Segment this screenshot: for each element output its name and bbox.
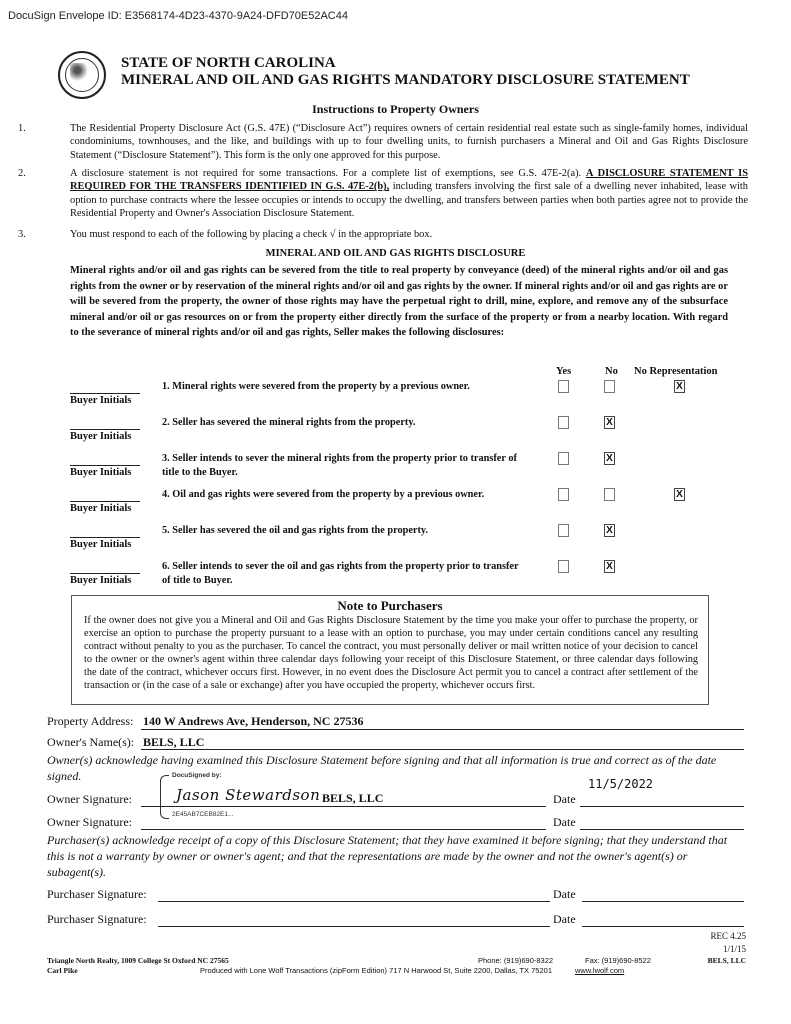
- owner-signature-handwritten[interactable]: Jason Stewardson: [176, 786, 321, 804]
- owner-signature-entity: BELS, LLC: [322, 791, 384, 805]
- agent-name: Carl Pike: [47, 966, 78, 975]
- instruction-emphasis: A DISCLOSURE STATEMENT IS REQUIRED FOR THE TRANSFERS IDENTIFIED IN G.S. 47E-2(b),: [70, 168, 748, 193]
- buyer-initials-field[interactable]: [70, 537, 140, 538]
- buyer-initials-field[interactable]: [70, 465, 140, 466]
- instruction-text: You must respond to each of the following by placing a check √ in the appropriate box.: [70, 229, 433, 240]
- purchaser-signature-label-2: Purchaser Signature:: [47, 912, 147, 926]
- owner-date-line: [580, 806, 744, 807]
- buyer-initials-label: Buyer Initials: [70, 503, 132, 514]
- buyer-initials-field[interactable]: [70, 393, 140, 394]
- owner-signature-label-2: Owner Signature:: [47, 815, 132, 829]
- produced-with: Produced with Lone Wolf Transactions (zipForm Edition) 717 N Harwood St, Suite 2200, Dallas, TX 75201: [200, 966, 552, 975]
- yes-checkbox[interactable]: [558, 560, 569, 573]
- column-header-no-representation: No Representation: [634, 366, 718, 377]
- purchaser-date-line[interactable]: [582, 901, 744, 902]
- buyer-initials-label: Buyer Initials: [70, 575, 132, 586]
- date-label-3: Date: [553, 887, 576, 901]
- no-checkbox[interactable]: X: [604, 524, 615, 537]
- date-label-4: Date: [553, 912, 576, 926]
- no-checkbox[interactable]: [604, 488, 615, 501]
- instruction-number: 3.: [18, 229, 26, 240]
- instruction-number: 2.: [18, 168, 26, 179]
- disclosure-question: 6. Seller intends to sever the oil and gas rights from the property prior to transfer of title to Buyer.: [162, 561, 519, 586]
- instructions-heading: Instructions to Property Owners: [312, 102, 479, 116]
- form-title-state: STATE OF NORTH CAROLINA: [121, 55, 336, 71]
- note-heading: Note to Purchasers: [337, 598, 443, 613]
- yes-checkbox[interactable]: [558, 452, 569, 465]
- owner-date-line-2[interactable]: [580, 829, 744, 830]
- disclosure-question: 5. Seller has severed the oil and gas rights from the property.: [162, 525, 429, 536]
- property-address-label: Property Address:: [47, 714, 134, 728]
- no-checkbox[interactable]: [604, 380, 615, 393]
- buyer-initials-label: Buyer Initials: [70, 539, 132, 550]
- instruction-text: The Residential Property Disclosure Act (G.S. 47E) (“Disclosure Act”) requires owners of certain residential real estate such as single-family homes, individual condominiums, townhouses, and the like, and buildings with up to four dwelling units, to furnish purchasers a Mineral and Oil and Gas Rights Disclosure Statement (“Disclosure Statement”). This form is the only one approved for this purpose.: [70, 123, 748, 161]
- note-to-purchasers-box: [71, 595, 709, 705]
- instruction-text: including transfers involving the first sale of a dwelling never inhabited, lease with option to purchase contracts where the lessee occupies or intends to occupy the dwelling, and transfers between parties when both parties agree not to provide the Residential Property and Owner's Association Disclosure Statement.: [70, 181, 748, 220]
- instruction-item-2: [18, 167, 748, 221]
- docusigned-by-label: DocuSigned by:: [172, 772, 222, 779]
- instruction-text: A disclosure statement is not required for some transactions. For a complete list of exemptions, see G.S. 47E-2(a).: [70, 168, 586, 179]
- owners-name-label: Owner's Name(s):: [47, 735, 135, 749]
- yes-checkbox[interactable]: [558, 380, 569, 393]
- buyer-initials-label: Buyer Initials: [70, 431, 132, 442]
- disclosure-question: 2. Seller has severed the mineral rights from the property.: [162, 417, 416, 428]
- column-header-yes: Yes: [556, 366, 572, 377]
- purchaser-date-line-2[interactable]: [582, 926, 744, 927]
- owners-name-value[interactable]: BELS, LLC: [143, 735, 205, 749]
- docusign-hash: 2E45AB7CEB82E1...: [172, 811, 234, 818]
- disclosure-question: 1. Mineral rights were severed from the property by a previous owner.: [162, 381, 470, 392]
- column-header-no: No: [605, 366, 618, 377]
- note-text: If the owner does not give you a Mineral and Oil and Gas Rights Disclosure Statement by the time you make your offer to purchase the property, or exercise an option to purchase the property pursuant to a lease with an option to purchase, you may under certain conditions cancel any resulting contract without penalty to you as the purchaser. To cancel the contract, you must personally deliver or mail written notice of your decision to cancel to the owner or the owner's agent within three calendar days following your receipt of this Disclosure Statement, or three calendar days following the date of the contract, whichever occurs first. However, in no event does the Disclosure Act permit you to cancel a contract after settlement of the transaction or (in the case of a sale or exchange) after you have occupied the property, whichever occurs first.: [84, 615, 698, 691]
- no-checkbox[interactable]: X: [604, 560, 615, 573]
- yes-checkbox[interactable]: [558, 416, 569, 429]
- owner-signature-label: Owner Signature:: [47, 792, 132, 806]
- yes-checkbox[interactable]: [558, 524, 569, 537]
- no-checkbox[interactable]: X: [604, 452, 615, 465]
- property-address-line: [141, 729, 744, 730]
- disclosure-question: 3. Seller intends to sever the mineral rights from the property prior to transfer of title to the Buyer.: [162, 453, 517, 478]
- owner-signature-line-2[interactable]: [141, 829, 546, 830]
- instruction-item-1: [18, 122, 748, 162]
- brokerage-info: Triangle North Realty, 1009 College St Oxford NC 27565: [47, 956, 229, 965]
- document-name: BELS, LLC: [707, 956, 746, 965]
- instruction-item-3: [18, 228, 748, 241]
- no-representation-checkbox[interactable]: X: [674, 380, 685, 393]
- disclosure-paragraph: Mineral rights and/or oil and gas rights can be severed from the title to real property by conveyance (deed) of the mineral rights and/or oil and gas rights from the owner or by reservation of the mineral rights and/or oil and gas rights by the owner. If mineral rights and/or oil and gas rights are or will be severed from the property, the owner of those rights may have the perpetual right to drill, mine, explore, and remove any of the subsurface mineral and/or oil or gas resources on or from the property either directly from the surface of the property or from a nearby location. With regard to the severance of mineral rights and/or oil and gas rights, Seller makes the following disclosures:: [70, 265, 728, 338]
- owners-name-line: [141, 749, 744, 750]
- buyer-initials-field[interactable]: [70, 573, 140, 574]
- form-revision-date: 1/1/15: [722, 944, 746, 954]
- purchaser-signature-line[interactable]: [158, 901, 550, 902]
- owner-signature-date[interactable]: 11/5/2022: [588, 777, 654, 791]
- form-title: MINERAL AND OIL AND GAS RIGHTS MANDATORY DISCLOSURE STATEMENT: [121, 72, 690, 88]
- disclosure-question: 4. Oil and gas rights were severed from the property by a previous owner.: [162, 489, 485, 500]
- buyer-initials-field[interactable]: [70, 501, 140, 502]
- no-checkbox[interactable]: X: [604, 416, 615, 429]
- docusign-bracket: [160, 775, 169, 819]
- property-address-value[interactable]: 140 W Andrews Ave, Henderson, NC 27536: [143, 714, 364, 728]
- purchaser-acknowledgment: Purchaser(s) acknowledge receipt of a copy of this Disclosure Statement; that they have examined it before signing; that they understand that this is not a warranty by owner or owner's agent; and that the representations are made by the owner and not the owner's agent(s) or subagent(s).: [47, 833, 728, 879]
- website-link[interactable]: www.lwolf.com: [575, 966, 625, 975]
- owner-signature-line: [141, 806, 546, 807]
- no-representation-checkbox[interactable]: X: [674, 488, 685, 501]
- buyer-initials-label: Buyer Initials: [70, 395, 132, 406]
- fax: Fax: (919)690-8522: [585, 956, 651, 965]
- docusign-envelope-id: DocuSign Envelope ID: E3568174-4D23-4370-9A24-DFD70E52AC44: [8, 10, 348, 22]
- phone: Phone: (919)690-8322: [478, 956, 554, 965]
- date-label: Date: [553, 792, 576, 806]
- form-id: REC 4.25: [710, 931, 746, 941]
- owner-acknowledgment: Owner(s) acknowledge having examined this Disclosure Statement before signing and that all information is true and correct as of the date signed.: [47, 753, 717, 783]
- yes-checkbox[interactable]: [558, 488, 569, 501]
- purchaser-signature-line-2[interactable]: [158, 926, 550, 927]
- disclosure-heading: MINERAL AND OIL AND GAS RIGHTS DISCLOSURE: [265, 248, 526, 259]
- date-label-2: Date: [553, 815, 576, 829]
- buyer-initials-field[interactable]: [70, 429, 140, 430]
- instruction-number: 1.: [18, 123, 26, 134]
- buyer-initials-label: Buyer Initials: [70, 467, 132, 478]
- nc-seal-icon: [58, 51, 106, 99]
- purchaser-signature-label: Purchaser Signature:: [47, 887, 147, 901]
